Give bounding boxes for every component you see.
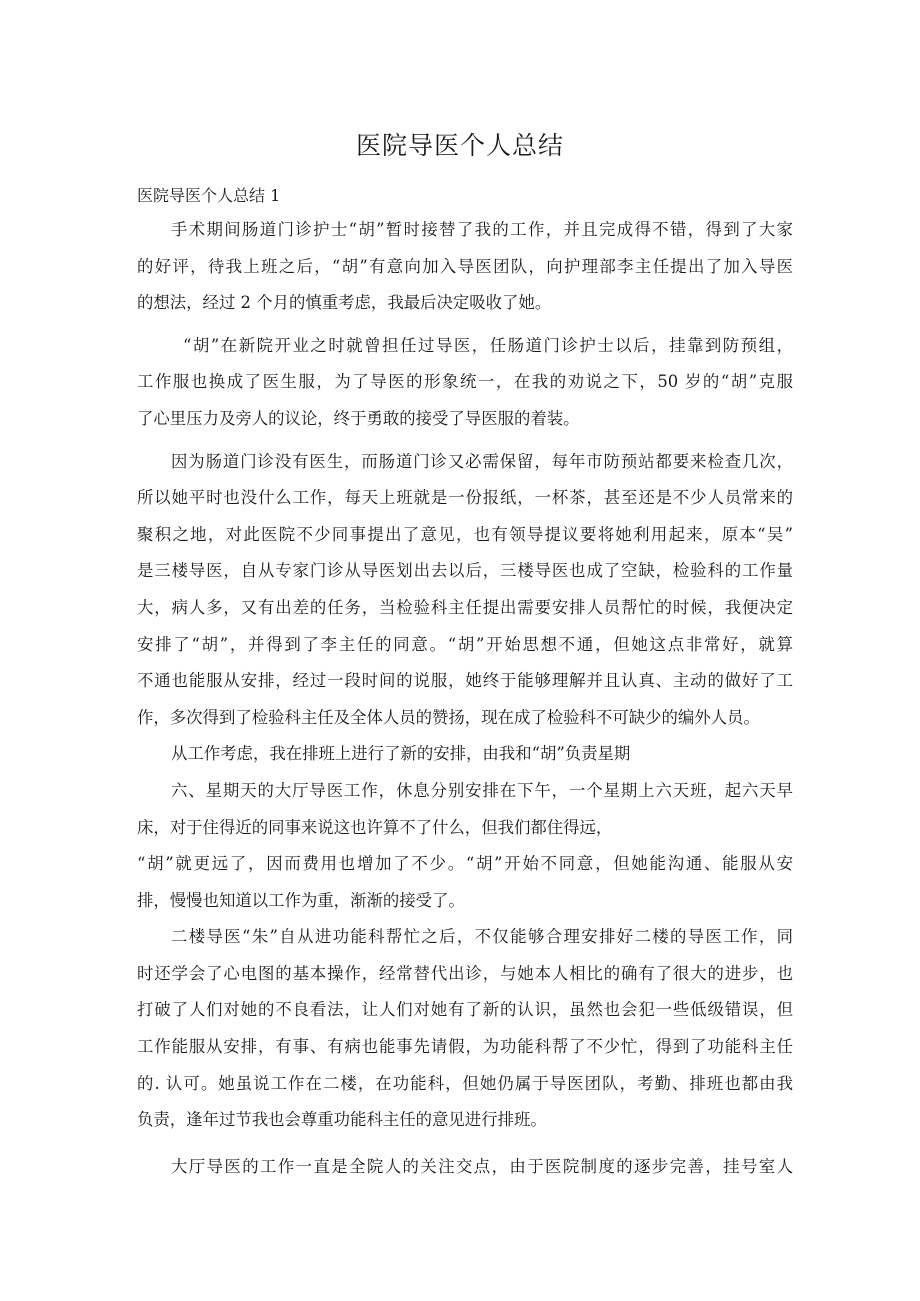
paragraph-line: “胡”在新院开业之时就曾担任过导医，任肠道门诊护士以后，挂靠到防预组， [183,335,793,355]
paragraph-line: 时还学会了心电图的基本操作，经常替代出诊，与她本人相比的确有了很大的进步，也 [137,963,793,983]
paragraph-5 [137,773,793,919]
paragraph-line: 因为肠道门诊没有医生，而肠道门诊又必需保留，每年市防预站都要来检查几次， [171,451,793,471]
paragraph-line: 大厅导医的工作一直是全院人的关注交点，由于医院制度的逐步完善，挂号室人 [171,1156,793,1176]
paragraph-line: 工作服也换成了医生服，为了导医的形象统一，在我的劝说之下，50 岁的“胡”克服 [137,372,793,392]
paragraph-line: 负责，逢年过节我也会尊重功能科主任的意见进行排班。 [137,1110,547,1130]
paragraph-line: 聚积之地，对此医院不少同事提出了意见，也有领导提议要将她利用起来，原本“吴” [137,524,793,544]
document-title: 医院导医个人总结 [355,131,564,160]
paragraph-line: 的好评，待我上班之后，“胡”有意向加入导医团队，向护理部李主任提出了加入导医 [137,256,793,276]
paragraph-4 [137,736,793,773]
paragraph-line: 的. 认可。她虽说工作在二楼，在功能科，但她仍属于导医团队，考勤、排班也都由我 [137,1073,793,1093]
document-subtitle: 医院导医个人总结 1 [137,186,281,205]
paragraph-line: 作，多次得到了检验科主任及全体人员的赞扬，现在成了检验科不可缺少的编外人员。 [137,707,760,727]
paragraph-line: 安排了“胡”，并得到了李主任的同意。“胡”开始思想不通，但她这点非常好，就算 [137,634,793,654]
paragraph-6 [137,919,793,1139]
paragraph-1 [137,212,793,322]
paragraph-line: 是三楼导医，自从专家门诊从导医划出去以后，三楼导医也成了空缺，检验科的工作量 [137,561,793,581]
paragraph-line: 的想法，经过 2 个月的慎重考虑，我最后决定吸收了她。 [137,293,552,313]
paragraph-line: “胡”就更远了，因而费用也增加了不少。“胡”开始不同意，但她能沟通、能服从安 [137,854,793,874]
paragraph-line: 床，对于住得近的同事来说这也许算不了什么，但我们都住得远， [137,817,613,837]
paragraph-line: 不通也能服从安排，经过一段时间的说服，她终于能够理解并且认真、主动的做好了工 [137,671,793,691]
paragraph-line: 所以她平时也没什么工作，每天上班就是一份报纸，一杯茶，甚至还是不少人员常来的 [137,488,793,508]
paragraph-3 [137,444,793,737]
paragraph-line: 大，病人多，又有出差的任务，当检验科主任提出需要安排人员帮忙的时候，我便决定 [137,597,793,617]
paragraph-line: 二楼导医“朱”自从进功能科帮忙之后，不仅能够合理安排好二楼的导医工作，同 [171,927,793,947]
paragraph-line: 从工作考虑，我在排班上进行了新的安排，由我和“胡”负责星期 [171,744,631,764]
paragraph-line: 六、星期天的大厅导医工作，休息分别安排在下午，一个星期上六天班，起六天早 [171,780,793,800]
paragraph-7 [137,1149,793,1186]
paragraph-2 [137,328,793,438]
paragraph-line: 工作能服从安排，有事、有病也能事先请假，为功能科帮了不少忙，得到了功能科主任 [137,1037,793,1057]
paragraph-line: 了心里压力及旁人的议论，终于勇敢的接受了导医服的着装。 [137,408,580,428]
document-body [137,212,793,1185]
paragraph-line: 打破了人们对她的不良看法，让人们对她有了新的认识，虽然也会犯一些低级错误，但 [137,1000,793,1020]
paragraph-line: 排，慢慢也知道以工作为重，渐渐的接受了。 [137,890,465,910]
paragraph-line: 手术期间肠道门诊护士“胡”暂时接替了我的工作，并且完成得不错，得到了大家 [171,220,793,239]
